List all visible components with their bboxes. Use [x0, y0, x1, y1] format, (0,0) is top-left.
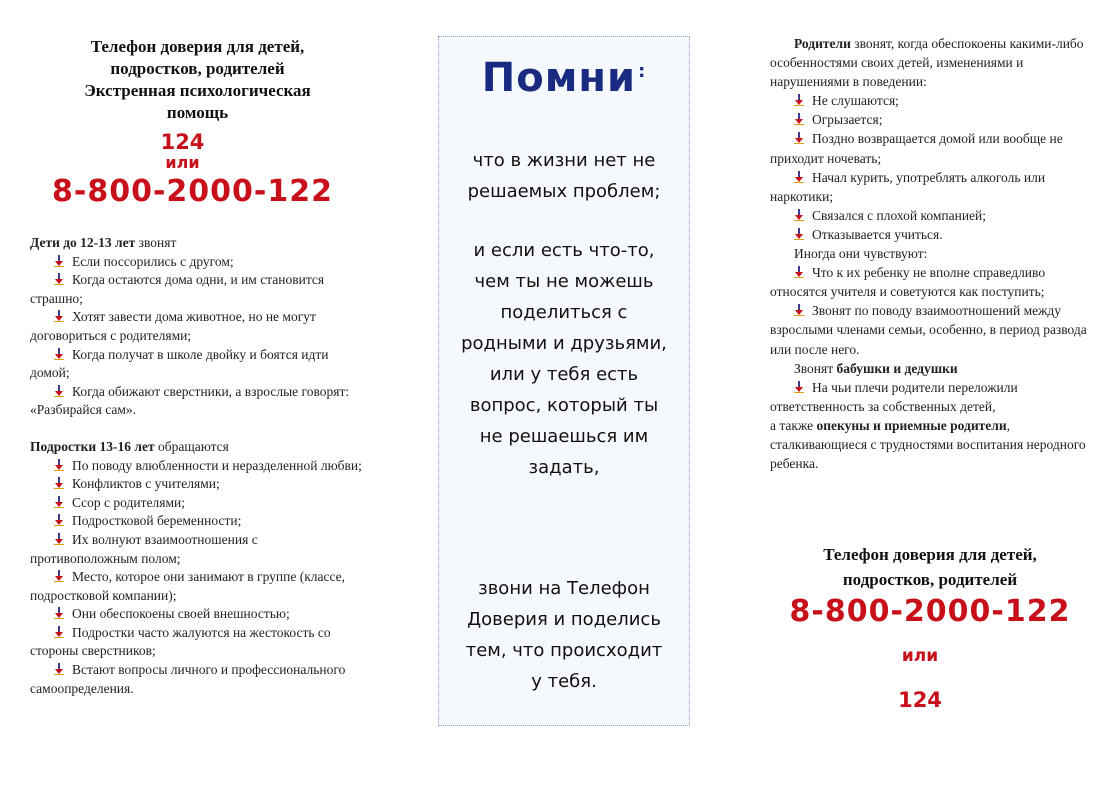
hotline-phone: 8-800-2000-122 — [52, 174, 333, 209]
guardians-note: а также опекуны и приемные родители, сталкивающиеся с трудностями воспитания неродного ребенка. — [770, 417, 1086, 472]
title-line: Экстренная психологическая — [84, 81, 311, 100]
right-hotline-title — [770, 542, 1090, 592]
pin-icon — [54, 496, 64, 508]
list-item: Они обеспокоены своей внешностью; — [30, 605, 365, 624]
list-item: На чьи плечи родители переложили ответственность за собственных детей, — [770, 379, 1018, 414]
list-item: Когда обижают сверстники, а взрослые говорят: «Разбирайся сам». — [30, 383, 350, 418]
list-item: Поздно возвращается домой или вообще не приходит ночевать; — [770, 131, 1063, 166]
pin-icon — [54, 533, 64, 545]
left-hotline-title — [30, 36, 365, 124]
remember-heading: Помни : — [481, 55, 647, 101]
message-block-3: звони на Телефон Доверия и поделись тем, что происходит у тебя. — [465, 578, 663, 692]
message-block-1: что в жизни нет не решаемых проблем; — [467, 150, 661, 202]
right-short-number: 124 — [898, 688, 942, 712]
list-item: Когда получат в школе двойку и боятся идти домой; — [30, 346, 329, 381]
pin-icon — [54, 514, 64, 526]
list-item: Их волнуют взаимоотношения с противоположным полом; — [30, 531, 258, 566]
list-item: Когда остаются дома одни, и им становится страшно; — [30, 272, 325, 306]
pin-icon — [794, 132, 804, 144]
list-item: По поводу влюбленности и неразделенной любви; — [30, 457, 365, 476]
left-column — [30, 36, 365, 698]
short-number: 124 — [160, 130, 205, 154]
list-item: Ссор с родителями; — [30, 494, 365, 513]
children-section — [30, 234, 365, 420]
pin-icon — [54, 385, 64, 397]
grandparents-intro: Звонят бабушки и дедушки — [794, 360, 958, 376]
list-item: Звонят по поводу взаимоотношений между взрослыми членами семьи, особенно, в период развода или после него. — [770, 303, 1087, 357]
title-line: помощь — [166, 103, 229, 122]
pin-icon — [794, 113, 804, 125]
title-line: Телефон доверия для детей, — [823, 545, 1037, 564]
pin-icon — [54, 663, 64, 675]
list-item: Подростки часто жалуются на жестокость со стороны сверстников; — [30, 624, 331, 659]
message-block-2: и если есть что-то, чем ты не можешь поделиться с родными и друзьями, или у тебя есть вопрос, который ты не решаешься им задать, — [461, 240, 667, 478]
pin-icon — [54, 348, 64, 360]
parents-intro: Родители звонят, когда обеспокоены какими-либо особенностями своих детей, изменениями и нарушениями в поведении: — [770, 36, 1084, 90]
list-item: Хотят завести дома животное, но не могут договориться с родителями; — [30, 309, 316, 343]
pin-icon — [54, 477, 64, 489]
list-item: Конфликтов с учителями; — [30, 475, 365, 494]
pin-icon — [794, 304, 804, 316]
pin-icon — [54, 607, 64, 619]
pin-icon — [54, 273, 64, 285]
title-line: подростков, родителей — [110, 59, 285, 78]
right-or-label: или — [901, 646, 939, 666]
list-item: Отказывается учиться. — [770, 225, 1090, 244]
list-item: Место, которое они занимают в группе (классе, подростковой компании); — [30, 569, 346, 603]
feel-intro: Иногда они чувствуют: — [794, 246, 928, 262]
pin-icon — [794, 171, 804, 183]
list-item: Огрызается; — [770, 110, 1090, 129]
pin-icon — [54, 626, 64, 638]
pin-icon — [794, 381, 804, 393]
pin-icon — [794, 228, 804, 240]
right-hotline-phone: 8-800-2000-122 — [789, 594, 1071, 629]
pin-icon — [54, 310, 64, 322]
right-column — [770, 34, 1090, 473]
pin-icon — [54, 255, 64, 267]
list-item: Связался с плохой компанией; — [770, 206, 1090, 225]
list-item: Подростковой беременности; — [30, 512, 365, 531]
list-item: Что к их ребенку не вполне справедливо относятся учителя и советуются как поступить; — [770, 265, 1046, 300]
or-label: или — [165, 153, 200, 172]
title-line: Телефон доверия для детей, — [90, 37, 305, 56]
pin-icon — [794, 94, 804, 106]
teens-intro: Подростки 13-16 лет обращаются — [30, 438, 229, 454]
list-item: Начал курить, употреблять алкоголь или наркотики; — [770, 169, 1046, 204]
list-item: Встают вопросы личного и профессионального самоопределения. — [30, 662, 346, 696]
middle-panel — [438, 36, 690, 726]
title-line: подростков, родителей — [842, 570, 1018, 589]
list-item: Не слушаются; — [770, 91, 1090, 110]
pin-icon — [54, 570, 64, 582]
children-intro: Дети до 12-13 лет звонят — [30, 235, 177, 250]
pin-icon — [794, 266, 804, 278]
pin-icon — [54, 459, 64, 471]
teens-section — [30, 438, 365, 698]
pin-icon — [794, 209, 804, 221]
list-item: Если поссорились с другом; — [30, 253, 365, 272]
